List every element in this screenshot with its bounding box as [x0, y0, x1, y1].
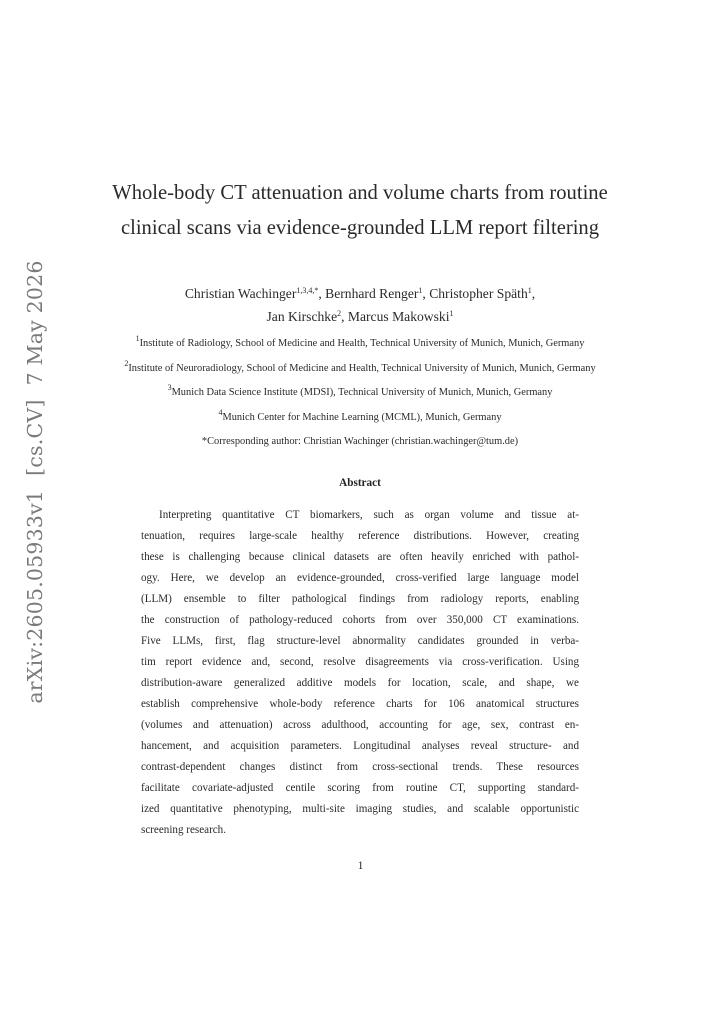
affiliation — [40, 381, 680, 406]
abstract-line: these is challenging because clinical datasets are often heavily enriched with pathol- — [141, 551, 579, 563]
author-name: Marcus Makowski — [347, 309, 450, 324]
author-line — [60, 282, 660, 305]
paper-title — [60, 176, 660, 246]
author-separator: , — [422, 286, 430, 301]
author-name: Christian Wachinger — [184, 286, 297, 301]
title-line: Whole-body CT attenuation and volume charts from routine — [112, 182, 608, 204]
affiliation-text: Institute of Radiology, School of Medicine and Health, Technical University of Munich, Munich, Germany — [139, 338, 585, 349]
author-separator: , — [341, 309, 348, 324]
author-list — [60, 282, 660, 328]
author-name: Jan Kirschke — [266, 309, 338, 324]
author-affil-sup: 1 — [418, 286, 423, 295]
author-affil-sup: 1,3,4,* — [296, 286, 319, 295]
page-number: 1 — [357, 860, 364, 872]
author-name: Bernhard Renger — [325, 286, 419, 301]
abstract-line: distribution-aware generalized additive models for location, scale, and shape, we — [141, 677, 579, 689]
affiliation — [40, 332, 680, 357]
abstract-line: ized quantitative phenotyping, multi-site imaging studies, and scalable opportunistic — [141, 803, 579, 815]
abstract-body — [141, 505, 579, 841]
arxiv-category: [cs.CV] — [23, 399, 47, 476]
abstract-line: contrast-dependent changes distinct from cross-sectional trends. These resources — [141, 761, 579, 773]
arxiv-date: 7 May 2026 — [23, 260, 47, 386]
abstract-line: facilitate covariate-adjusted centile scoring from routine CT, supporting standard- — [141, 782, 579, 794]
abstract-line: the construction of pathology-reduced cohorts from over 350,000 CT examinations. — [141, 614, 579, 626]
abstract-line: ogy. Here, we develop an evidence-grounded, cross-verified large language model — [141, 572, 579, 584]
arxiv-identifier-stamp — [23, 260, 47, 703]
affiliation-text: Munich Data Science Institute (MDSI), Technical University of Munich, Munich, Germany — [171, 387, 553, 398]
abstract-line: tim report evidence and, second, resolve disagreements via cross-verification. Using — [141, 656, 579, 668]
abstract-line: tenuation, requires large-scale healthy reference distributions. However, creating — [141, 530, 579, 542]
author-line — [60, 305, 660, 328]
abstract-line: hancement, and acquisition parameters. Longitudinal analyses reveal structure- and — [141, 740, 579, 752]
affiliation-sup: 4 — [218, 407, 223, 417]
author-affil-sup: 2 — [337, 309, 342, 318]
abstract-line: screening research. — [141, 824, 227, 836]
arxiv-id: arXiv:2605.05933v1 — [23, 489, 47, 704]
affiliation-text: Munich Center for Machine Learning (MCML), Munich, Germany — [222, 411, 502, 423]
author-separator: , — [531, 286, 536, 301]
affiliation — [40, 357, 680, 382]
affiliation-sup: 3 — [167, 383, 172, 392]
abstract-line: Interpreting quantitative CT biomarkers, such as organ volume and tissue at- — [159, 509, 579, 521]
title-line: clinical scans via evidence-grounded LLM report filtering — [120, 217, 600, 239]
abstract-line: establish comprehensive whole-body reference charts for 106 anatomical structures — [141, 698, 579, 710]
abstract-line: (volumes and attenuation) across adulthood, accounting for age, sex, contrast en- — [141, 719, 579, 731]
corresponding-author-text: *Corresponding author: Christian Wachinger (christian.wachinger@tum.de) — [201, 436, 519, 447]
abstract-line: (LLM) ensemble to filter pathological findings from radiology reports, enabling — [141, 593, 579, 605]
affiliation-sup: 2 — [124, 358, 129, 368]
affiliation-sup: 1 — [135, 334, 140, 343]
abstract-line: Five LLMs, first, flag structure-level abnormality candidates grounded in verba- — [141, 635, 579, 647]
corresponding-author — [40, 430, 680, 455]
author-affil-sup: 1 — [449, 309, 454, 318]
author-separator: , — [318, 286, 326, 301]
affiliation-list — [40, 332, 680, 455]
author-affil-sup: 1 — [527, 286, 532, 295]
author-name: Christopher Späth — [429, 286, 528, 301]
affiliation-text: Institute of Neuroradiology, School of Medicine and Health, Technical University of Munich, Munich, Germany — [128, 362, 596, 374]
affiliation — [40, 406, 680, 431]
abstract-heading: Abstract — [339, 477, 381, 489]
